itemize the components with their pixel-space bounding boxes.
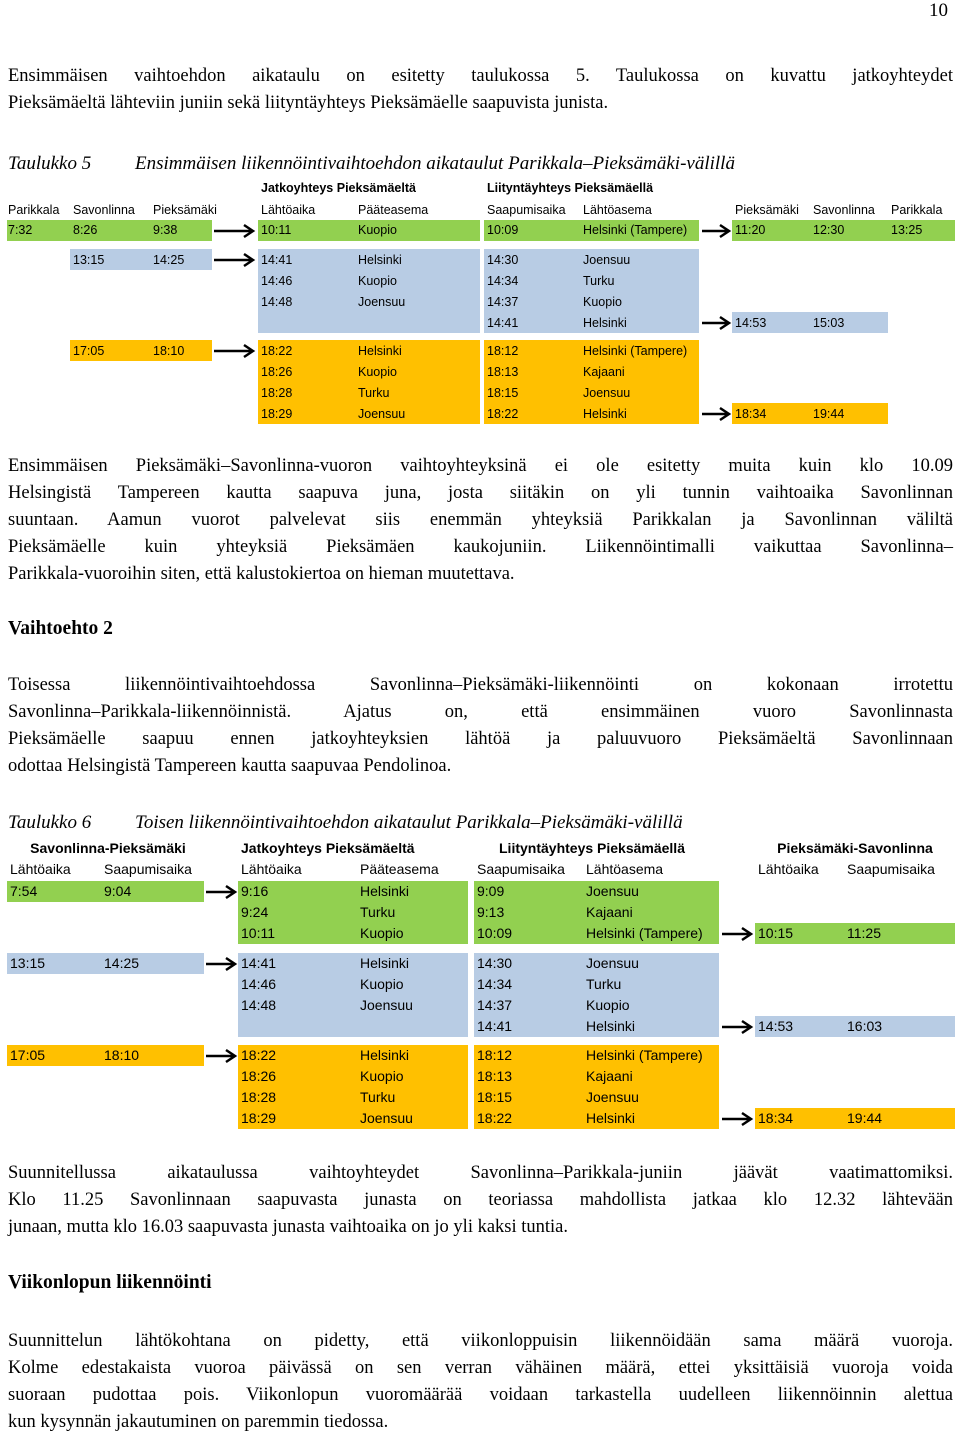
text-line: Klo 11.25 Savonlinnaan saapuvasta junasta on teoriassa mahdollista jatkaa klo 12.32 lähtevään xyxy=(8,1190,953,1210)
t6-cell: Joensuu xyxy=(586,955,639,971)
t5-cell: 14:53 xyxy=(735,316,767,330)
t5-cell: 17:05 xyxy=(73,344,105,358)
t5-cell: 10:09 xyxy=(487,223,519,237)
table5-caption-number: Taulukko 5 xyxy=(8,153,92,174)
t6-cell: 9:04 xyxy=(104,883,132,899)
text-line: Toisessa liikennöintivaihtoehdossa Savonlinna–Pieksämäki-liikennöinti on kokonaan irrotettu xyxy=(8,675,953,695)
t6-header: Pääteasema xyxy=(360,861,439,877)
t5-header: Savonlinna xyxy=(73,203,135,217)
t5-header: Lähtöaika xyxy=(261,203,316,217)
t6-cell: Kuopio xyxy=(360,976,404,992)
table6-caption-text: Toisen liikennöintivaihtoehdon aikataulut Parikkala–Pieksämäki-välillä xyxy=(135,812,683,833)
t5-group-liitynta: Liityntäyhteys Pieksämäellä xyxy=(487,181,654,195)
table5-caption-text: Ensimmäisen liikennöintivaihtoehdon aikataulut Parikkala–Pieksämäki-välillä xyxy=(135,153,735,174)
t6-cell: 17:05 xyxy=(10,1047,46,1063)
t6-cell: 14:53 xyxy=(758,1018,794,1034)
t5-cell: 12:30 xyxy=(813,223,845,237)
t5-cell: 7:32 xyxy=(8,223,33,237)
t5-cell: 11:20 xyxy=(735,223,766,237)
arrow-right-icon xyxy=(206,885,238,899)
text-line: kun kysynnän jakautuminen on paremmin tiedossa. xyxy=(8,1412,389,1432)
t6-cell: 14:46 xyxy=(241,976,277,992)
t5-cell: 14:37 xyxy=(487,295,519,309)
t5-cell: 18:28 xyxy=(261,386,293,400)
text-line: Suunnittelun lähtökohtana on pidetty, että viikonloppuisin liikennöidään sama määrä vuoroja. xyxy=(8,1331,953,1351)
t6-cell: 18:34 xyxy=(758,1110,794,1126)
t5-header: Pääteasema xyxy=(358,203,429,217)
t6-cell: Helsinki xyxy=(586,1018,636,1034)
t6-cell: Joensuu xyxy=(586,1089,639,1105)
t6-cell: 14:34 xyxy=(477,976,513,992)
t6-cell: 9:13 xyxy=(477,904,505,920)
t6-cell: 18:15 xyxy=(477,1089,513,1105)
t5-cell: 14:34 xyxy=(487,274,519,288)
t6-cell: Kajaani xyxy=(586,1068,633,1084)
t6-cell: Joensuu xyxy=(360,997,413,1013)
t6-header: Lähtöaika xyxy=(241,861,302,877)
t5-cell: 18:22 xyxy=(261,344,293,358)
t6-group-liitynta: Liityntäyhteys Pieksämäellä xyxy=(499,840,685,856)
t5-group-jatko: Jatkoyhteys Pieksämäeltä xyxy=(261,181,416,195)
t6-cell: Helsinki (Tampere) xyxy=(586,1047,703,1063)
t5-cell: Joensuu xyxy=(358,295,406,309)
t5-cell: Kuopio xyxy=(358,274,397,288)
t5-cell: 13:15 xyxy=(73,253,105,267)
t6-cell: Kajaani xyxy=(586,904,633,920)
text-line: suuntaan. Aamun vuorot palvelevat siis enemmän yhteyksiä Parikkalan ja Savonlinnan väliltä xyxy=(8,510,953,530)
t5-cell: Helsinki xyxy=(358,253,402,267)
t5-cell: 18:15 xyxy=(487,386,519,400)
text-line: junaan, mutta klo 16.03 saapuvasta junasta vaihtoaika on jo yli kaksi tuntia. xyxy=(8,1217,569,1237)
t6-cell: Turku xyxy=(586,976,622,992)
t6-cell: Kuopio xyxy=(360,1068,404,1084)
text-line: Parikkala-vuoroihin siten, että kalustokiertoa on hieman muutettava. xyxy=(8,564,515,584)
t5-header: Parikkala xyxy=(891,203,943,217)
t5-cell: 8:26 xyxy=(73,223,98,237)
arrow-right-icon xyxy=(206,1049,238,1063)
t6-header: Saapumisaika xyxy=(847,861,935,877)
t6-cell: Turku xyxy=(360,904,396,920)
t5-cell: 14:30 xyxy=(487,253,519,267)
t5-cell: Helsinki xyxy=(583,407,627,421)
t6-cell: 10:11 xyxy=(241,925,275,941)
t5-header: Pieksämäki xyxy=(153,203,217,217)
text-line: Kolme edestakaista vuoroa päivässä on sen verran vähäinen määrä, ettei yksittäisiä vuoroja voida xyxy=(8,1358,953,1378)
table6-caption-number: Taulukko 6 xyxy=(8,812,92,833)
arrow-right-icon xyxy=(722,1112,754,1126)
t6-cell: 9:24 xyxy=(241,904,269,920)
t5-cell: Turku xyxy=(583,274,615,288)
t6-header: Lähtöaika xyxy=(758,861,819,877)
t6-cell: 14:37 xyxy=(477,997,513,1013)
text-line: Pieksämäeltä lähteviin juniin sekä liityntäyhteys Pieksämäelle saapuvista junista. xyxy=(8,93,609,113)
t6-group-sp: Savonlinna-Pieksämäki xyxy=(30,840,186,856)
t5-cell: 13:25 xyxy=(891,223,923,237)
t6-header: Saapumisaika xyxy=(477,861,565,877)
t5-header: Saapumisaika xyxy=(487,203,566,217)
t6-header: Lähtöasema xyxy=(586,861,664,877)
t5-cell: 18:13 xyxy=(487,365,519,379)
text-line: Ensimmäisen Pieksämäki–Savonlinna-vuoron vaihtoyhteyksinä ei ole esitetty muita kuin klo 10.09 xyxy=(8,456,953,476)
t5-cell: 18:29 xyxy=(261,407,293,421)
text-line: odottaa Helsingistä Tampereen kautta saapuvaa Pendolinoa. xyxy=(8,756,452,776)
t5-header: Lähtöasema xyxy=(583,203,652,217)
text-line: Pieksämäelle kuin yhteyksiä Pieksämäen kaukojuniin. Liikennöintimalli vaikuttaa Savonlinna– xyxy=(8,537,953,557)
t6-cell: 14:48 xyxy=(241,997,277,1013)
t6-cell: 18:26 xyxy=(241,1068,277,1084)
t5-cell: 15:03 xyxy=(813,316,845,330)
section-heading: Viikonlopun liikennöinti xyxy=(8,1272,212,1293)
t6-cell: Helsinki xyxy=(360,883,410,899)
t6-cell: 9:16 xyxy=(241,883,269,899)
t5-cell: 9:38 xyxy=(153,223,178,237)
t6-cell: 9:09 xyxy=(477,883,505,899)
t5-cell: Joensuu xyxy=(583,253,631,267)
t6-cell: 18:28 xyxy=(241,1089,277,1105)
t5-cell: 14:25 xyxy=(153,253,185,267)
t5-header: Savonlinna xyxy=(813,203,875,217)
t5-cell: 18:12 xyxy=(487,344,519,358)
t5-header: Pieksämäki xyxy=(735,203,799,217)
t5-cell: Kuopio xyxy=(358,365,397,379)
t6-cell: 18:29 xyxy=(241,1110,277,1126)
text-line: Suunnitellussa aikataulussa vaihtoyhteydet Savonlinna–Parikkala-juniin jäävät vaatimattomiksi. xyxy=(8,1163,953,1183)
t5-cell: Joensuu xyxy=(583,386,631,400)
t6-cell: 18:13 xyxy=(477,1068,513,1084)
t5-header: Parikkala xyxy=(8,203,60,217)
t5-cell: 19:44 xyxy=(813,407,845,421)
t6-cell: Helsinki xyxy=(360,1047,410,1063)
t5-cell: 14:48 xyxy=(261,295,293,309)
t6-cell: 18:12 xyxy=(477,1047,513,1063)
text-line: suoraan pudottaa pois. Viikonlopun vuoromäärää voidaan tarkastella uudelleen liikennöinnin alettua xyxy=(8,1385,953,1405)
t6-header: Lähtöaika xyxy=(10,861,71,877)
t6-cell: Turku xyxy=(360,1089,396,1105)
t6-cell: Kuopio xyxy=(586,997,630,1013)
t6-cell: 13:15 xyxy=(10,955,46,971)
t5-cell: Helsinki (Tampere) xyxy=(583,344,688,358)
t6-cell: 18:22 xyxy=(477,1110,513,1126)
t5-cell: Joensuu xyxy=(358,407,406,421)
t6-cell: 14:41 xyxy=(477,1018,513,1034)
t5-cell: Kajaani xyxy=(583,365,625,379)
section-heading: Vaihtoehto 2 xyxy=(8,618,113,639)
t6-cell: 7:54 xyxy=(10,883,38,899)
t6-cell: 16:03 xyxy=(847,1018,883,1034)
t5-cell: 14:41 xyxy=(487,316,519,330)
t6-cell: Kuopio xyxy=(360,925,404,941)
t5-cell: Kuopio xyxy=(358,223,397,237)
t6-cell: 11:25 xyxy=(847,925,881,941)
paragraph xyxy=(8,1328,953,1436)
t6-cell: 14:25 xyxy=(104,955,140,971)
t6-cell: Joensuu xyxy=(586,883,639,899)
arrow-right-icon xyxy=(206,957,238,971)
paragraph xyxy=(8,1160,953,1241)
t5-cell: Helsinki (Tampere) xyxy=(583,223,688,237)
t6-cell: 18:22 xyxy=(241,1047,277,1063)
t5-cell: 18:22 xyxy=(487,407,519,421)
t5-cell: Turku xyxy=(358,386,390,400)
t5-cell: 10:11 xyxy=(261,223,292,237)
text-line: Ensimmäisen vaihtoehdon aikataulu on esitetty taulukossa 5. Taulukossa on kuvattu jatkoyhteydet xyxy=(8,66,953,86)
t6-cell: 10:09 xyxy=(477,925,513,941)
t5-cell: Helsinki xyxy=(583,316,627,330)
t6-group-jatko: Jatkoyhteys Pieksämäeltä xyxy=(241,840,415,856)
t6-header: Saapumisaika xyxy=(104,861,192,877)
text-line: Savonlinna–Parikkala-liikennöinnistä. Ajatus on, että ensimmäinen vuoro Savonlinnasta xyxy=(8,702,953,722)
t6-cell: Helsinki xyxy=(586,1110,636,1126)
page-number: 10 xyxy=(929,0,948,21)
t6-cell: Helsinki xyxy=(360,955,410,971)
t5-cell: 14:41 xyxy=(261,253,293,267)
t6-cell: 14:41 xyxy=(241,955,277,971)
arrow-right-icon xyxy=(722,927,754,941)
t5-cell: 14:46 xyxy=(261,274,293,288)
t5-cell: Kuopio xyxy=(583,295,622,309)
t5-cell: 18:10 xyxy=(153,344,185,358)
t6-group-ps: Pieksämäki-Savonlinna xyxy=(777,840,933,856)
arrow-right-icon xyxy=(722,1020,754,1034)
t6-cell: 18:10 xyxy=(104,1047,140,1063)
t6-cell: 10:15 xyxy=(758,925,794,941)
text-line: Helsingistä Tampereen kautta saapuva juna, josta siitäkin on yli tunnin vaihtoaika Savonlinnan xyxy=(8,483,953,503)
t6-cell: Joensuu xyxy=(360,1110,413,1126)
t5-cell: Helsinki xyxy=(358,344,402,358)
text-line: Pieksämäelle saapuu ennen jatkoyhteyksien lähtöä ja paluuvuoro Pieksämäeltä Savonlinnaan xyxy=(8,729,953,749)
t6-cell: 19:44 xyxy=(847,1110,883,1126)
t6-cell: 14:30 xyxy=(477,955,513,971)
t5-cell: 18:34 xyxy=(735,407,767,421)
t5-cell: 18:26 xyxy=(261,365,293,379)
t6-cell: Helsinki (Tampere) xyxy=(586,925,703,941)
